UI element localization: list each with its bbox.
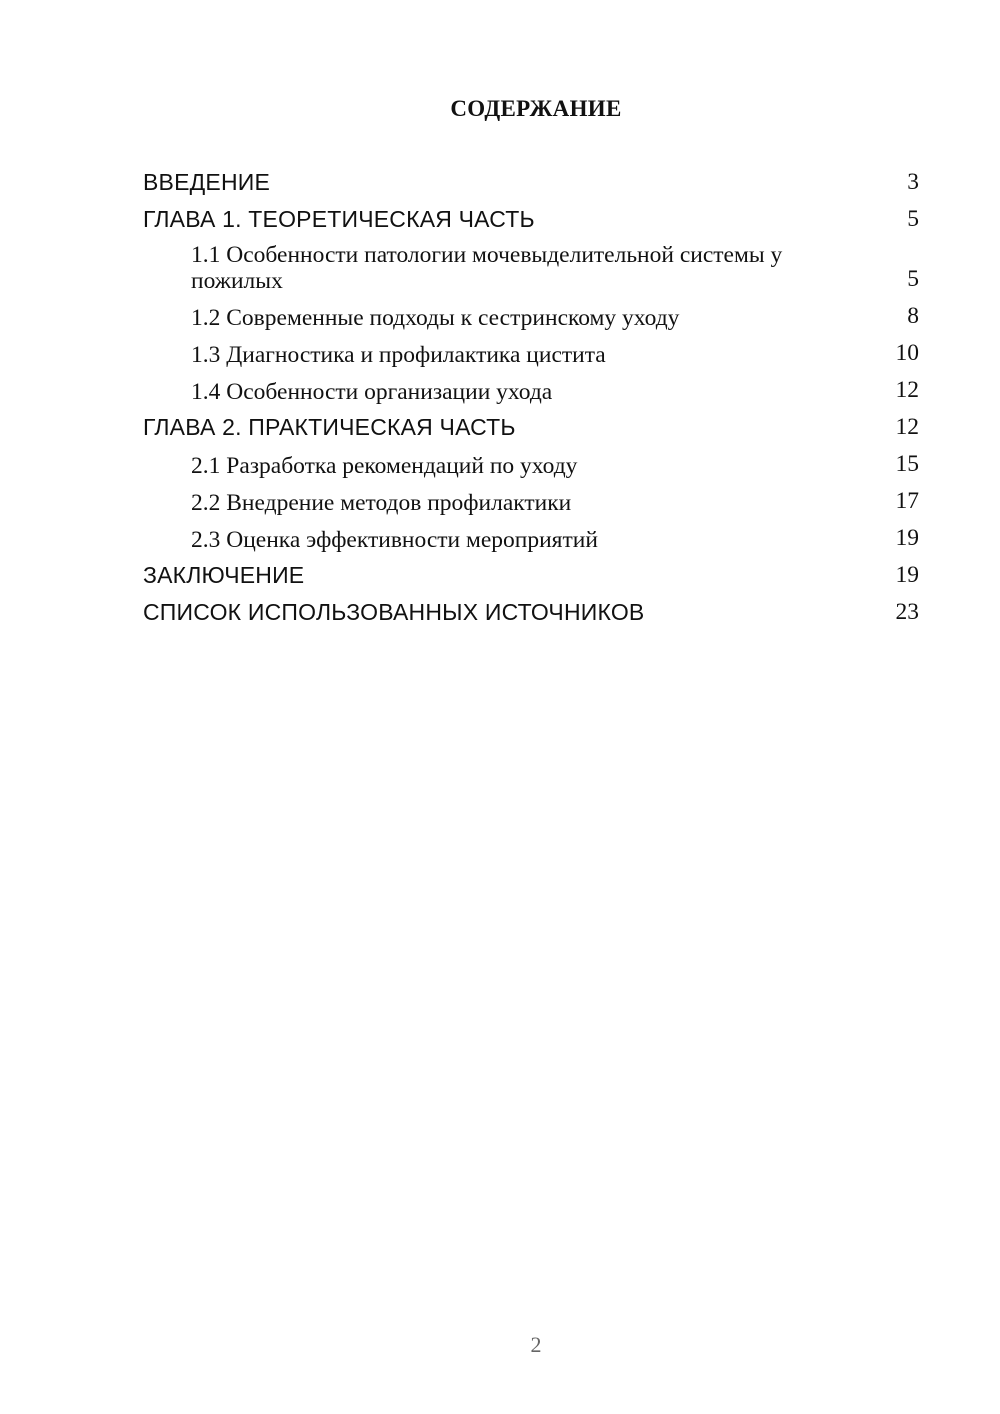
toc-entry-section-2-1[interactable] xyxy=(143,450,919,479)
toc-entry-section-1-4[interactable] xyxy=(143,376,919,405)
page-number: 2 xyxy=(530,1332,542,1357)
toc-entry-label: 1.1 Особенности патологии мочевыделительной системы у пожилых xyxy=(191,242,783,294)
toc-entry-page: 10 xyxy=(895,340,919,366)
toc-entry-label: 1.4 Особенности организации ухода xyxy=(191,379,553,405)
toc-entry-page: 17 xyxy=(895,488,919,514)
table-of-contents xyxy=(143,168,919,635)
toc-entry-page: 19 xyxy=(895,562,919,588)
toc-entry-section-1-3[interactable] xyxy=(143,339,919,368)
toc-entry-page: 19 xyxy=(895,525,919,551)
toc-entry-page: 5 xyxy=(907,266,919,292)
toc-title: СОДЕРЖАНИЕ xyxy=(450,96,622,121)
toc-entry-page: 3 xyxy=(907,169,919,195)
toc-entry-label: 1.3 Диагностика и профилактика цистита xyxy=(191,342,606,368)
toc-entry-page: 23 xyxy=(895,599,919,625)
toc-entry-label: СПИСОК ИСПОЛЬЗОВАННЫХ ИСТОЧНИКОВ xyxy=(143,599,645,625)
toc-entry-section-1-2[interactable] xyxy=(143,302,919,331)
toc-entry-label: 2.1 Разработка рекомендаций по уходу xyxy=(191,453,578,479)
toc-entry-label: ВВЕДЕНИЕ xyxy=(143,169,271,195)
toc-entry-section-2-2[interactable] xyxy=(143,487,919,516)
toc-entry-label: ЗАКЛЮЧЕНИЕ xyxy=(143,562,305,588)
toc-entry-page: 12 xyxy=(895,377,919,403)
toc-entry-label: 2.3 Оценка эффективности мероприятий xyxy=(191,527,598,553)
toc-entry-label: ГЛАВА 1. ТЕОРЕТИЧЕСКАЯ ЧАСТЬ xyxy=(143,206,535,232)
toc-entry-references[interactable] xyxy=(143,598,919,627)
toc-entry-chapter-1[interactable] xyxy=(143,205,919,234)
toc-entry-label: 2.2 Внедрение методов профилактики xyxy=(191,490,572,516)
toc-entry-introduction[interactable] xyxy=(143,168,919,197)
toc-entry-conclusion[interactable] xyxy=(143,561,919,590)
toc-entry-page: 5 xyxy=(907,206,919,232)
toc-entry-section-2-3[interactable] xyxy=(143,524,919,553)
toc-entry-label: 1.2 Современные подходы к сестринскому уходу xyxy=(191,305,680,331)
toc-entry-page: 8 xyxy=(907,303,919,329)
toc-entry-label: ГЛАВА 2. ПРАКТИЧЕСКАЯ ЧАСТЬ xyxy=(143,414,516,440)
toc-entry-chapter-2[interactable] xyxy=(143,413,919,442)
toc-entry-section-1-1[interactable] xyxy=(143,242,919,294)
toc-entry-page: 15 xyxy=(895,451,919,477)
toc-entry-page: 12 xyxy=(895,414,919,440)
